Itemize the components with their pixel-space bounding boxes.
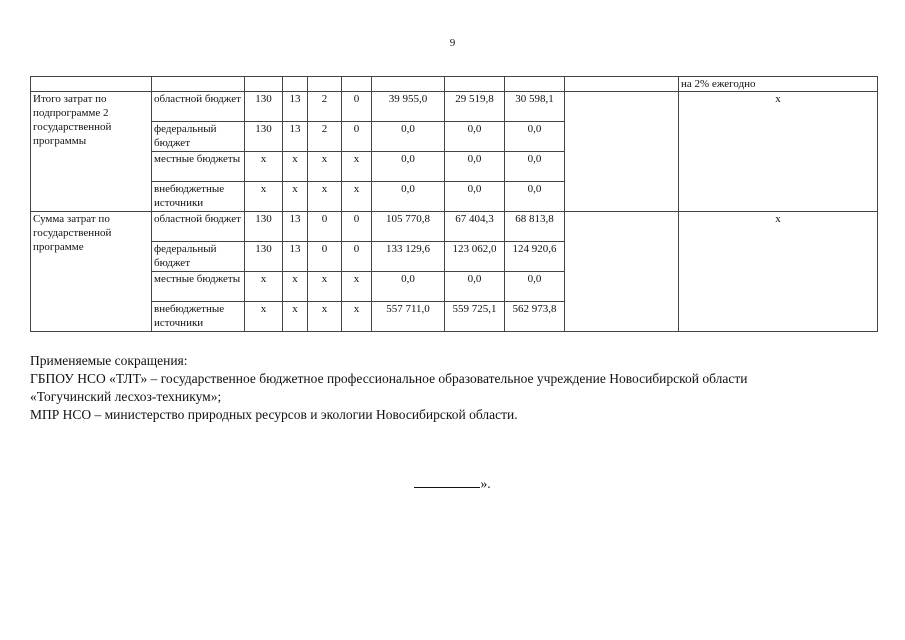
value-cell: 133 129,6 bbox=[372, 242, 445, 272]
abbreviation-line: «Тогучинский лесхоз-техникум»; bbox=[30, 389, 222, 404]
value-cell: 0,0 bbox=[505, 272, 565, 302]
value-cell: 0,0 bbox=[372, 272, 445, 302]
abbreviation-line: ГБПОУ НСО «ТЛТ» – государственное бюджетное профессиональное образовательное учреждение Новосибирской области bbox=[30, 371, 748, 386]
expense-table bbox=[30, 76, 878, 332]
code-cell: х bbox=[308, 272, 342, 302]
code-cell: 0 bbox=[342, 212, 372, 242]
code-cell: 13 bbox=[283, 92, 308, 122]
source-cell: внебюджетные источники bbox=[152, 302, 245, 332]
code-cell: х bbox=[283, 152, 308, 182]
group-label: Итого затрат по подпрограмме 2 государственной программы bbox=[31, 92, 152, 212]
abbreviations-heading: Применяемые сокращения: bbox=[30, 353, 188, 368]
code-cell: 13 bbox=[283, 122, 308, 152]
code-cell: 0 bbox=[342, 92, 372, 122]
code-cell: 0 bbox=[308, 212, 342, 242]
code-cell: х bbox=[308, 182, 342, 212]
code-cell: х bbox=[283, 272, 308, 302]
code-cell: х bbox=[342, 152, 372, 182]
value-cell: 124 920,6 bbox=[505, 242, 565, 272]
code-cell: х bbox=[245, 152, 283, 182]
code-cell: 130 bbox=[245, 92, 283, 122]
table-row bbox=[31, 92, 878, 122]
value-cell: 0,0 bbox=[445, 152, 505, 182]
source-cell: областной бюджет bbox=[152, 92, 245, 122]
value-cell: 30 598,1 bbox=[505, 92, 565, 122]
value-cell: 105 770,8 bbox=[372, 212, 445, 242]
result-cell: х bbox=[679, 92, 878, 212]
value-cell: 0,0 bbox=[445, 182, 505, 212]
result-cell: х bbox=[679, 212, 878, 332]
code-cell: х bbox=[308, 302, 342, 332]
code-cell: х bbox=[283, 182, 308, 212]
code-cell: 13 bbox=[283, 212, 308, 242]
header-note: на 2% ежегодно bbox=[679, 77, 878, 92]
value-cell: 0,0 bbox=[445, 272, 505, 302]
source-cell: федеральный бюджет bbox=[152, 122, 245, 152]
code-cell: 130 bbox=[245, 242, 283, 272]
empty-cell bbox=[565, 92, 679, 212]
empty-cell bbox=[565, 212, 679, 332]
source-cell: местные бюджеты bbox=[152, 152, 245, 182]
value-cell: 0,0 bbox=[372, 182, 445, 212]
table-row bbox=[31, 212, 878, 242]
code-cell: х bbox=[342, 272, 372, 302]
source-cell: внебюджетные источники bbox=[152, 182, 245, 212]
code-cell: 2 bbox=[308, 92, 342, 122]
code-cell: 2 bbox=[308, 122, 342, 152]
closing-mark: ». bbox=[480, 476, 491, 491]
value-cell: 0,0 bbox=[505, 122, 565, 152]
code-cell: х bbox=[283, 302, 308, 332]
header-row bbox=[31, 77, 878, 92]
code-cell: х bbox=[245, 272, 283, 302]
value-cell: 68 813,8 bbox=[505, 212, 565, 242]
code-cell: х bbox=[245, 302, 283, 332]
code-cell: 0 bbox=[342, 122, 372, 152]
code-cell: 130 bbox=[245, 212, 283, 242]
value-cell: 123 062,0 bbox=[445, 242, 505, 272]
code-cell: 0 bbox=[308, 242, 342, 272]
value-cell: 557 711,0 bbox=[372, 302, 445, 332]
value-cell: 0,0 bbox=[505, 182, 565, 212]
document-closing bbox=[0, 474, 905, 492]
signature-line bbox=[414, 474, 480, 488]
code-cell: 13 bbox=[283, 242, 308, 272]
source-cell: местные бюджеты bbox=[152, 272, 245, 302]
value-cell: 0,0 bbox=[372, 152, 445, 182]
value-cell: 0,0 bbox=[505, 152, 565, 182]
code-cell: х bbox=[342, 302, 372, 332]
value-cell: 562 973,8 bbox=[505, 302, 565, 332]
code-cell: х bbox=[342, 182, 372, 212]
value-cell: 67 404,3 bbox=[445, 212, 505, 242]
value-cell: 0,0 bbox=[372, 122, 445, 152]
abbreviations-section bbox=[30, 352, 890, 424]
source-cell: областной бюджет bbox=[152, 212, 245, 242]
page-number: 9 bbox=[449, 37, 456, 49]
abbreviation-line: МПР НСО – министерство природных ресурсов и экологии Новосибирской области. bbox=[30, 407, 518, 422]
group-label: Сумма затрат по государственной программе bbox=[31, 212, 152, 332]
code-cell: х bbox=[245, 182, 283, 212]
value-cell: 559 725,1 bbox=[445, 302, 505, 332]
value-cell: 39 955,0 bbox=[372, 92, 445, 122]
code-cell: 130 bbox=[245, 122, 283, 152]
code-cell: х bbox=[308, 152, 342, 182]
source-cell: федеральный бюджет bbox=[152, 242, 245, 272]
value-cell: 29 519,8 bbox=[445, 92, 505, 122]
value-cell: 0,0 bbox=[445, 122, 505, 152]
code-cell: 0 bbox=[342, 242, 372, 272]
